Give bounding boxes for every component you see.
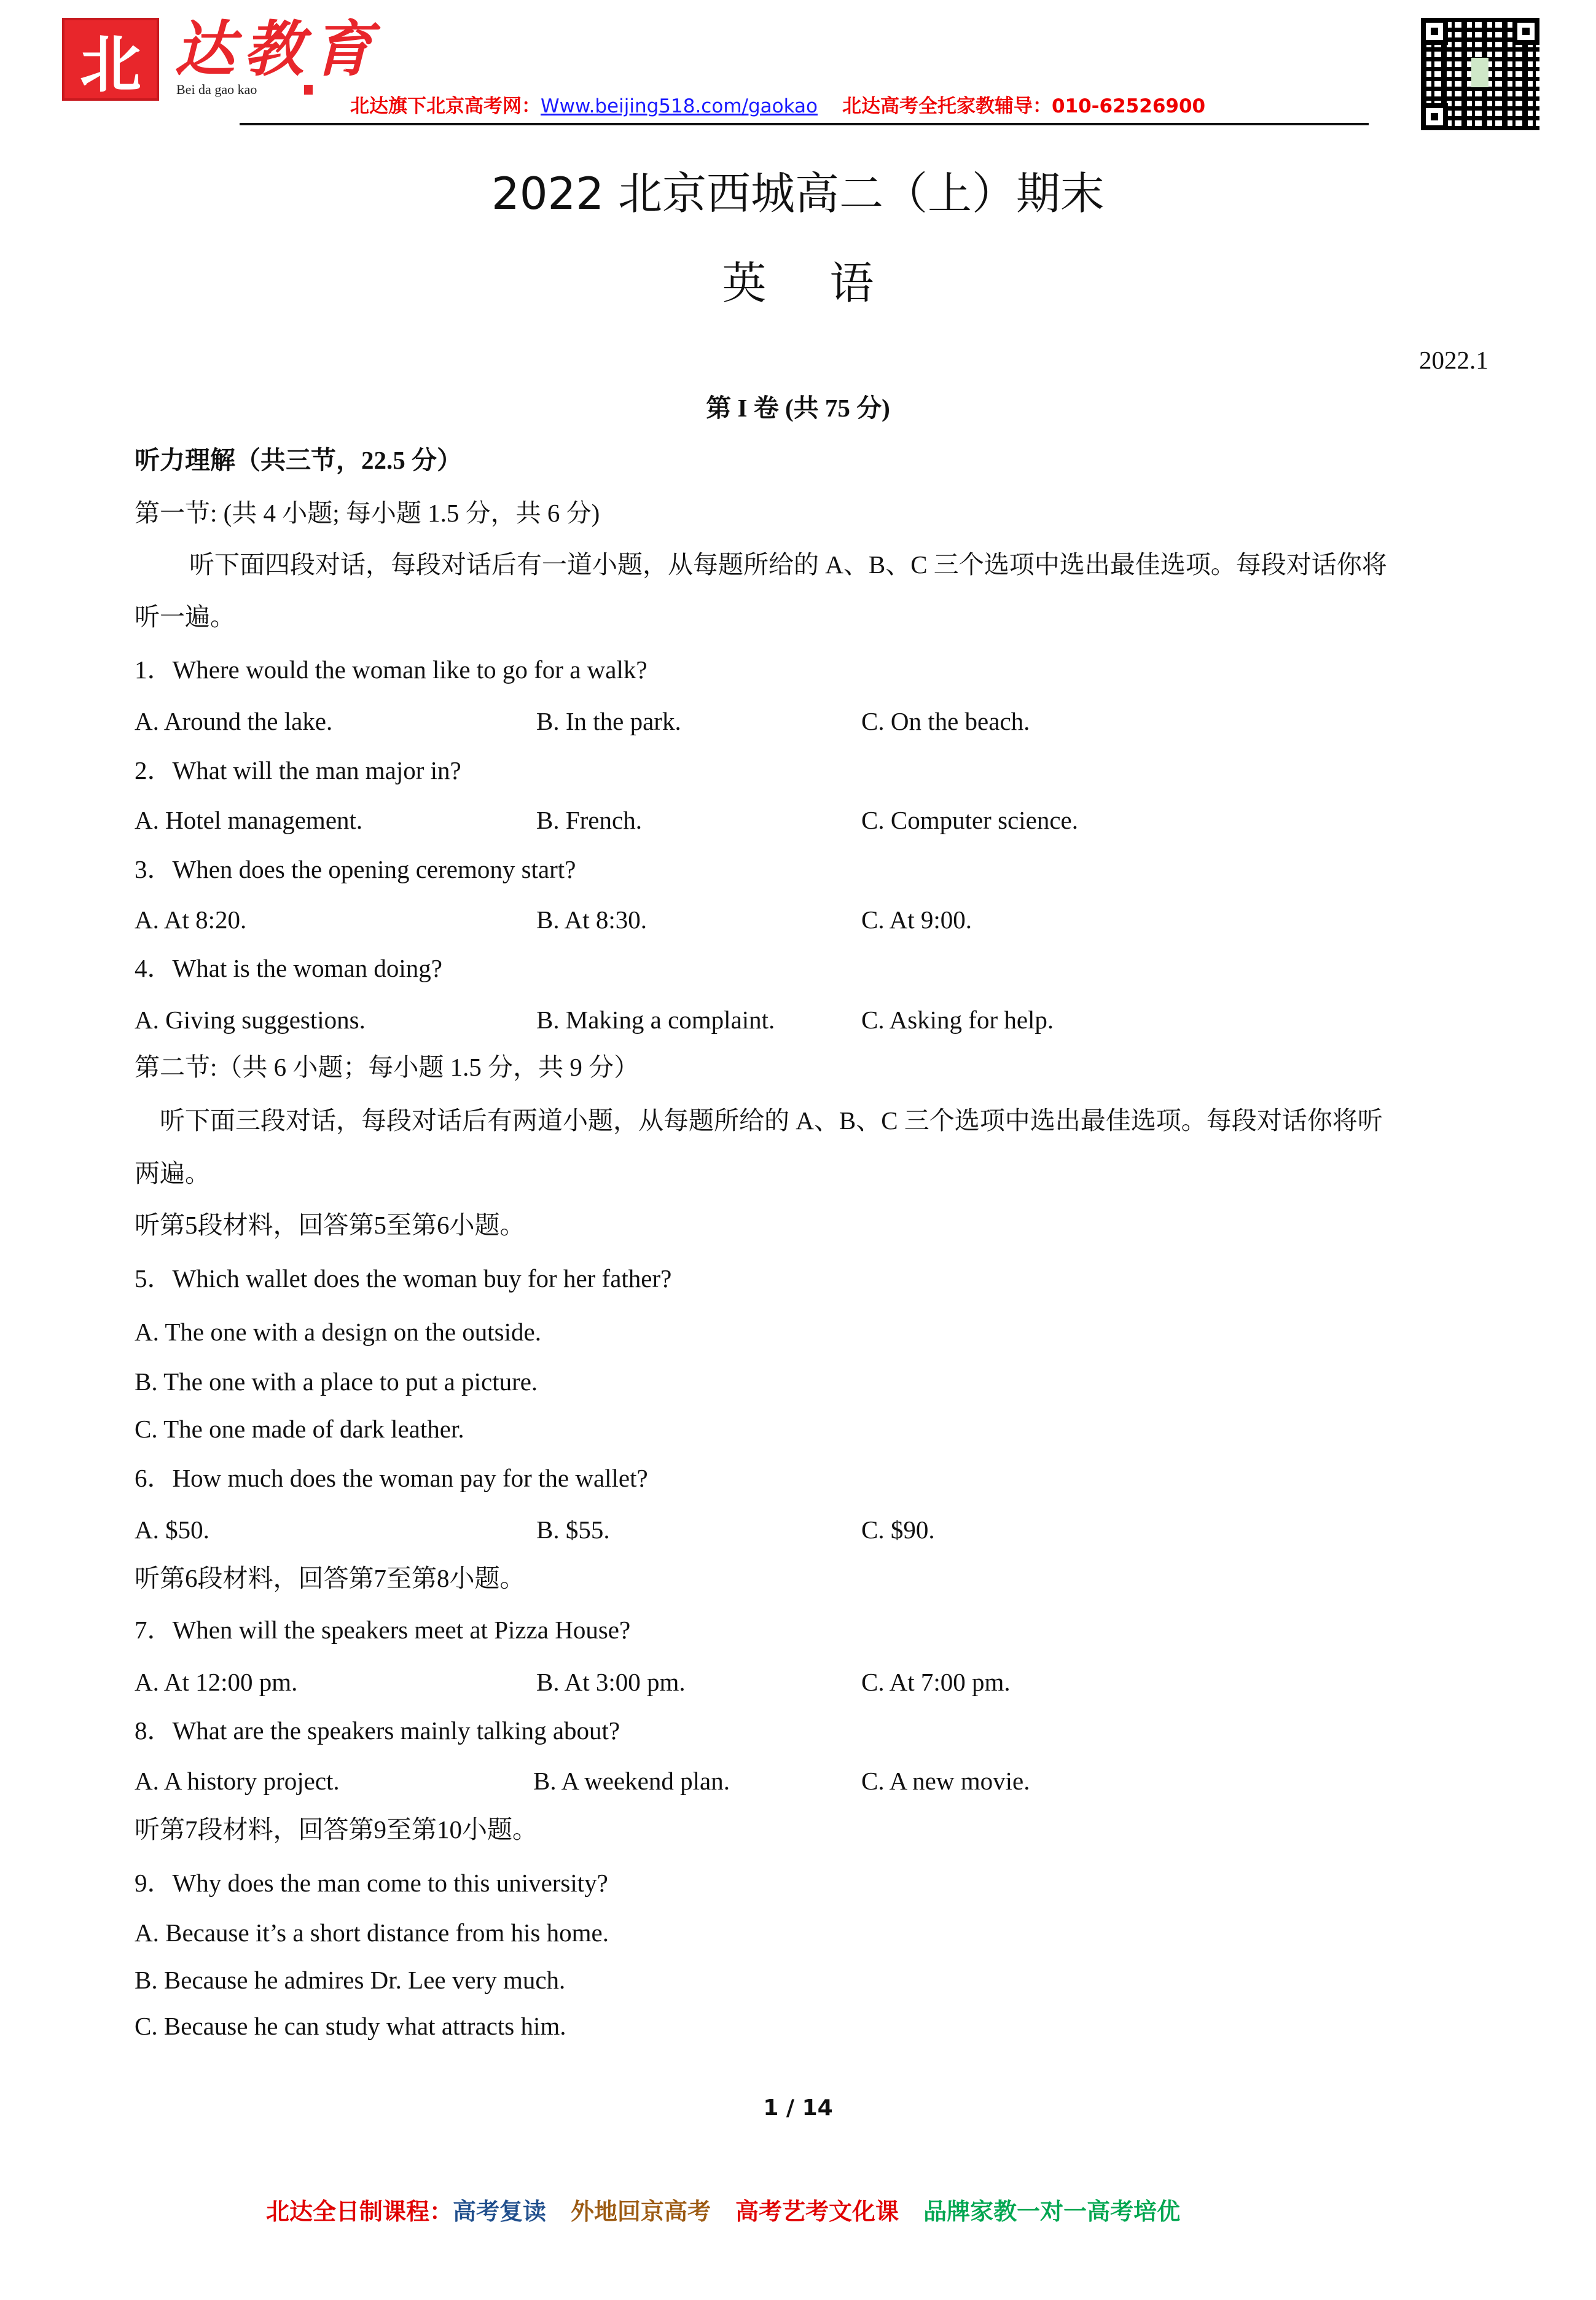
question-9: 9．Why does the man come to this university? xyxy=(135,1869,608,1897)
option: C. Because he can study what attracts him. xyxy=(135,2012,566,2040)
option: C. At 9:00. xyxy=(861,906,972,934)
page-number: 1 / 14 xyxy=(763,2095,833,2121)
option: A. Giving suggestions. xyxy=(135,1006,366,1034)
footer-course[interactable]: 外地回京高考 xyxy=(571,2198,711,2225)
site-link[interactable]: Www.beijing518.com/gaokao xyxy=(541,95,818,117)
question-8: 8．What are the speakers mainly talking about? xyxy=(135,1716,620,1745)
option: A. At 8:20. xyxy=(135,906,247,934)
option: C. Asking for help. xyxy=(861,1006,1054,1034)
footer-course[interactable]: 高考复读 xyxy=(453,2198,547,2225)
option: B. At 3:00 pm. xyxy=(536,1668,686,1696)
option: A. A history project. xyxy=(135,1767,340,1795)
s1-heading: 第一节: (共 4 小题; 每小题 1.5 分，共 6 分) xyxy=(135,499,600,527)
footer-label: 北达全日制课程： xyxy=(266,2198,453,2225)
material-5: 听第5段材料，回答第5至第6小题。 xyxy=(135,1211,525,1239)
option: C. On the beach. xyxy=(861,707,1030,735)
s2-heading: 第二节:（共 6 小题；每小题 1.5 分，共 9 分） xyxy=(135,1053,640,1081)
brand-square xyxy=(304,85,313,95)
option: C. A new movie. xyxy=(861,1767,1030,1795)
option: C. The one made of dark leather. xyxy=(135,1415,464,1443)
material-6: 听第6段材料，回答第7至第8小题。 xyxy=(135,1564,525,1592)
option: B. $55. xyxy=(536,1516,610,1544)
question-2: 2．What will the man major in? xyxy=(135,756,461,784)
section-title: 听力理解（共三节，22.5 分） xyxy=(135,446,462,474)
s1-instructions: 听下面四段对话，每段对话后有一道小题，从每题所给的 A、B、C 三个选项中选出最佳选项。每段对话你将 xyxy=(189,550,1387,579)
option: A. The one with a design on the outside. xyxy=(135,1318,541,1346)
option: C. Computer science. xyxy=(861,806,1078,834)
exam-date: 2022.1 xyxy=(1419,346,1488,374)
logo-char: 北 xyxy=(80,28,141,101)
s2-instructions: 听下面三段对话，每段对话后有两道小题，从每题所给的 A、B、C 三个选项中选出最佳选项。每段对话你将听 xyxy=(160,1106,1383,1135)
logo-mark xyxy=(62,18,159,101)
option: A. Hotel management. xyxy=(135,806,363,834)
question-6: 6．How much does the woman pay for the wallet? xyxy=(135,1464,648,1492)
option: B. French. xyxy=(536,806,642,834)
part-heading: 第 I 卷 (共 75 分) xyxy=(706,394,890,422)
page-title: 2022 北京西城高二（上）期末 xyxy=(491,168,1105,219)
material-7: 听第7段材料，回答第9至第10小题。 xyxy=(135,1815,538,1844)
option: B. Making a complaint. xyxy=(536,1006,775,1034)
tutor-label: 北达高考全托家教辅导：010-62526900 xyxy=(842,95,1206,117)
header-divider xyxy=(240,123,1369,125)
brand-name: 达教育 xyxy=(174,14,381,85)
option: C. $90. xyxy=(861,1516,935,1544)
site-label: 北达旗下北京高考网： xyxy=(350,95,541,117)
header-links xyxy=(350,95,1205,118)
s2-instructions-cont: 两遍。 xyxy=(135,1159,210,1187)
option: B. The one with a place to put a picture. xyxy=(135,1367,538,1396)
question-7: 7．When will the speakers meet at Pizza House? xyxy=(135,1616,631,1644)
question-3: 3．When does the opening ceremony start? xyxy=(135,855,576,883)
question-1: 1．Where would the woman like to go for a walk? xyxy=(135,655,647,684)
option: A. At 12:00 pm. xyxy=(135,1668,298,1696)
footer-course[interactable]: 品牌家教一对一高考培优 xyxy=(923,2198,1181,2225)
option: A. Around the lake. xyxy=(135,707,333,735)
option: B. Because he admires Dr. Lee very much. xyxy=(135,1966,566,1994)
qr-code xyxy=(1421,18,1539,130)
option: A. Because it’s a short distance from his home. xyxy=(135,1919,609,1947)
option: B. In the park. xyxy=(536,707,681,735)
question-5: 5．Which wallet does the woman buy for her father? xyxy=(135,1264,672,1293)
subject: 英 语 xyxy=(722,257,874,309)
option: A. $50. xyxy=(135,1516,209,1544)
question-4: 4．What is the woman doing? xyxy=(135,954,443,982)
option: B. At 8:30. xyxy=(536,906,647,934)
footer-ad xyxy=(266,2198,1180,2226)
footer-course[interactable]: 高考艺考文化课 xyxy=(735,2198,899,2225)
s1-instructions-cont: 听一遍。 xyxy=(135,603,235,631)
option: B. A weekend plan. xyxy=(533,1767,730,1795)
brand-pinyin: Bei da gao kao xyxy=(176,82,257,97)
option: C. At 7:00 pm. xyxy=(861,1668,1011,1696)
